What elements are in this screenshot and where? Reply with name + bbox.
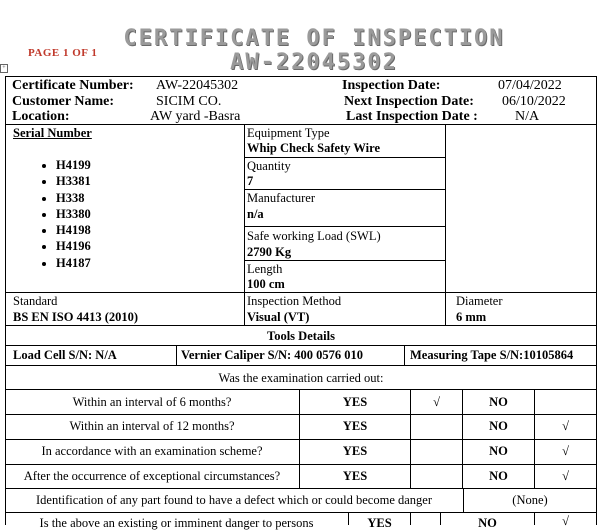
list-item: • H4199 [56, 157, 91, 173]
exam-row-label: After the occurrence of exceptional circumstances? [23, 469, 281, 483]
exam-no-label: NO [489, 419, 508, 433]
defect-label: Identification of any part found to have a defect which or could become danger [35, 493, 433, 507]
examination-question: Was the examination carried out: [218, 371, 384, 385]
exam-row-label: Within an interval of 6 months? [72, 395, 232, 409]
standard-value: BS EN ISO 4413 (2010) [13, 310, 139, 324]
inspection-date-label: Inspection Date: [342, 78, 441, 93]
inspection-method-value: Visual (VT) [247, 310, 310, 324]
exam-no-label: NO [489, 395, 508, 409]
serial-number-list [34, 157, 91, 271]
swl-label: Safe working Load (SWL) [247, 229, 381, 243]
check-mark-icon: √ [562, 419, 569, 433]
measuring-tape-serial: Measuring Tape S/N:10105864 [410, 348, 574, 362]
exam-yes-label: YES [342, 395, 368, 409]
list-item: • H4196 [56, 238, 91, 254]
swl-value: 2790 Kg [247, 245, 292, 259]
certificate-title: CERTIFICATE OF INSPECTION [123, 26, 505, 51]
list-item: • H338 [56, 190, 91, 206]
length-value: 100 cm [247, 277, 285, 291]
list-item: • H3381 [56, 173, 91, 189]
serial-number-label: Serial Number [13, 126, 92, 140]
defect-value: (None) [512, 493, 548, 507]
customer-name-label: Customer Name: [12, 94, 114, 109]
next-inspection-label: Next Inspection Date: [344, 94, 474, 109]
check-mark-icon: √ [433, 395, 440, 409]
danger-yes-label: YES [367, 516, 392, 530]
standard-label: Standard [13, 294, 58, 308]
exam-yes-label: YES [342, 444, 368, 458]
location-label: Location: [12, 109, 70, 124]
exam-row-label: Within an interval of 12 months? [69, 419, 235, 433]
list-item: • H4187 [56, 255, 91, 271]
next-inspection-value: 06/10/2022 [502, 94, 566, 109]
danger-no-label: NO [478, 516, 497, 530]
tools-details-title: Tools Details [267, 329, 335, 343]
certificate-number-value: AW-22045302 [156, 78, 239, 93]
manufacturer-label: Manufacturer [247, 191, 316, 205]
exam-yes-label: YES [342, 469, 368, 483]
page-label: PAGE 1 OF 1 [28, 47, 98, 59]
certificate-number-label: Certificate Number: [12, 78, 134, 93]
anchor-icon: + [0, 64, 8, 73]
diameter-label: Diameter [456, 294, 503, 308]
load-cell-serial: Load Cell S/N: N/A [13, 348, 117, 362]
equipment-type-label: Equipment Type [247, 126, 330, 140]
equipment-type-value: Whip Check Safety Wire [247, 141, 380, 155]
list-item: • H4198 [56, 222, 91, 238]
quantity-value: 7 [247, 174, 254, 188]
check-mark-icon: √ [562, 469, 569, 483]
exam-yes-label: YES [342, 419, 368, 433]
diameter-value: 6 mm [456, 310, 487, 324]
list-item: • H3380 [56, 206, 91, 222]
last-inspection-value: N/A [515, 109, 540, 124]
exam-no-label: NO [489, 444, 508, 458]
customer-name-value: SICIM CO. [156, 94, 222, 109]
quantity-label: Quantity [247, 159, 291, 173]
inspection-method-label: Inspection Method [247, 294, 342, 308]
last-inspection-label: Last Inspection Date : [346, 109, 478, 124]
check-mark-icon: √ [562, 444, 569, 458]
certificate-title-number: AW-22045302 [230, 50, 398, 75]
danger-label: Is the above an existing or imminent danger to persons [39, 516, 314, 530]
inspection-date-value: 07/04/2022 [498, 78, 562, 93]
location-value: AW yard -Basra [150, 109, 241, 124]
exam-no-label: NO [489, 469, 508, 483]
length-label: Length [247, 262, 283, 276]
manufacturer-value: n/a [247, 207, 264, 221]
check-mark-icon: √ [562, 514, 569, 528]
vernier-caliper-serial: Vernier Caliper S/N: 400 0576 010 [181, 348, 364, 362]
exam-row-label: In accordance with an examination scheme? [41, 444, 263, 458]
